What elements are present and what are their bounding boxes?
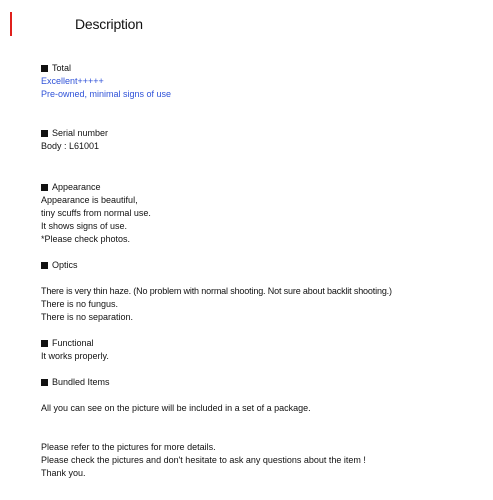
bundled-line: All you can see on the picture will be included in a set of a package. (41, 403, 311, 413)
functional-line: It works properly. (41, 351, 109, 361)
total-condition: Pre-owned, minimal signs of use (41, 89, 172, 99)
closing-line: Please refer to the pictures for more details. (41, 442, 216, 452)
section-heading-optics (41, 259, 78, 271)
appearance-line: Appearance is beautiful, (41, 195, 138, 205)
serial-body: Body : L61001 (41, 141, 100, 151)
heading-text: Optics (52, 260, 78, 270)
square-bullet-icon (41, 262, 48, 269)
page-title: Description (75, 16, 143, 32)
heading-text: Serial number (52, 128, 109, 138)
total-grade: Excellent+++++ (41, 76, 104, 86)
square-bullet-icon (41, 184, 48, 191)
accent-bar (10, 12, 12, 36)
closing-line: Thank you. (41, 468, 86, 478)
heading-text: Functional (52, 338, 94, 348)
appearance-line: tiny scuffs from normal use. (41, 208, 151, 218)
square-bullet-icon (41, 379, 48, 386)
heading-text: Bundled Items (52, 377, 110, 387)
square-bullet-icon (41, 130, 48, 137)
appearance-line: *Please check photos. (41, 234, 131, 244)
optics-line: There is no separation. (41, 312, 134, 322)
optics-line: There is very thin haze. (No problem with normal shooting. Not sure about backlit shooting.) (41, 286, 392, 296)
optics-line: There is no fungus. (41, 299, 119, 309)
section-heading-total (41, 62, 71, 74)
square-bullet-icon (41, 340, 48, 347)
heading-text: Total (52, 63, 72, 73)
section-heading-functional (41, 337, 94, 349)
section-heading-bundled (41, 376, 110, 388)
appearance-line: It shows signs of use. (41, 221, 128, 231)
section-heading-appearance (41, 181, 101, 193)
section-heading-serial (41, 127, 108, 139)
closing-line: Please check the pictures and don't hesitate to ask any questions about the item ! (41, 455, 366, 465)
heading-text: Appearance (52, 182, 101, 192)
square-bullet-icon (41, 65, 48, 72)
